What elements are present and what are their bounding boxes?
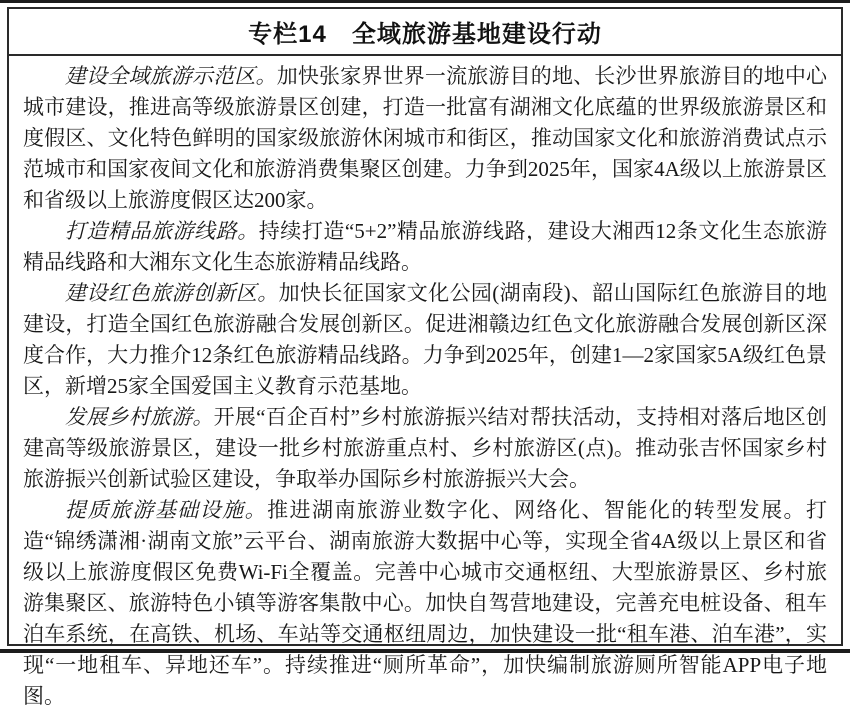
panel-body: [9, 56, 841, 712]
paragraph-lead: 建设全域旅游示范区。: [65, 64, 277, 88]
panel-title: 专栏14 全域旅游基地建设行动: [9, 9, 841, 56]
paragraph-infrastructure: [23, 495, 827, 712]
paragraph-text: 持续打造“5+2”精品旅游线路，建设大湘西12条文化生态旅游精品线路和大湘东文化生态旅游精品线路。: [23, 219, 828, 274]
paragraph-text: 加快长征国家文化公园(湖南段)、韶山国际红色旅游目的地建设，打造全国红色旅游融合发展创新区。促进湘赣边红色文化旅游融合发展创新区深度合作，大力推介12条红色旅游精品线路。力争到2025年，创建1—2家国家5A级红色景区，新增25家全国爱国主义教育示范基地。: [23, 281, 828, 398]
paragraph-text: 开展“百企百村”乡村旅游振兴结对帮扶活动，支持相对落后地区创建高等级旅游景区，建设一批乡村旅游重点村、乡村旅游区(点)。推动张吉怀国家乡村旅游振兴创新试验区建设，争取举办国际乡村旅游振兴大会。: [23, 405, 827, 491]
paragraph-rural-tourism: [23, 402, 827, 495]
paragraph-red-tourism: [23, 278, 827, 402]
bottom-thick-rule: [0, 649, 850, 653]
paragraph-premium-routes: [23, 216, 827, 278]
paragraph-lead: 建设红色旅游创新区。: [65, 281, 279, 305]
column-panel: [7, 7, 843, 708]
paragraph-lead: 提质旅游基础设施。: [65, 498, 268, 522]
paragraph-text: 推进湖南旅游业数字化、网络化、智能化的转型发展。打造“锦绣潇湘·湖南文旅”云平台、湖南旅游大数据中心等，实现全省4A级以上景区和省级以上旅游度假区免费Wi-Fi全覆盖。完善中心城市交通枢纽、大型旅游景区、乡村旅游集聚区、旅游特色小镇等游客集散中心。加快自驾营地建设，完善充电桩设备、租车泊车系统，在高铁、机场、车站等交通枢纽周边，加快建设一批“租车港、泊车港”，实现“一地租车、异地还车”。持续推进“厕所革命”，加快编制旅游厕所智能APP电子地图。: [23, 498, 828, 708]
top-thick-rule: [0, 0, 850, 3]
paragraph-lead: 发展乡村旅游。: [65, 405, 214, 429]
paragraph-lead: 打造精品旅游线路。: [65, 219, 259, 243]
paragraph-demonstration-zones: [23, 61, 827, 216]
paragraph-text: 加快张家界世界一流旅游目的地、长沙世界旅游目的地中心城市建设，推进高等级旅游景区创建，打造一批富有湖湘文化底蕴的世界级旅游景区和度假区、文化特色鲜明的国家级旅游休闲城市和街区，推动国家文化和旅游消费试点示范城市和国家夜间文化和旅游消费集聚区创建。力争到2025年，国家4A级以上旅游景区和省级以上旅游度假区达200家。: [23, 64, 828, 212]
